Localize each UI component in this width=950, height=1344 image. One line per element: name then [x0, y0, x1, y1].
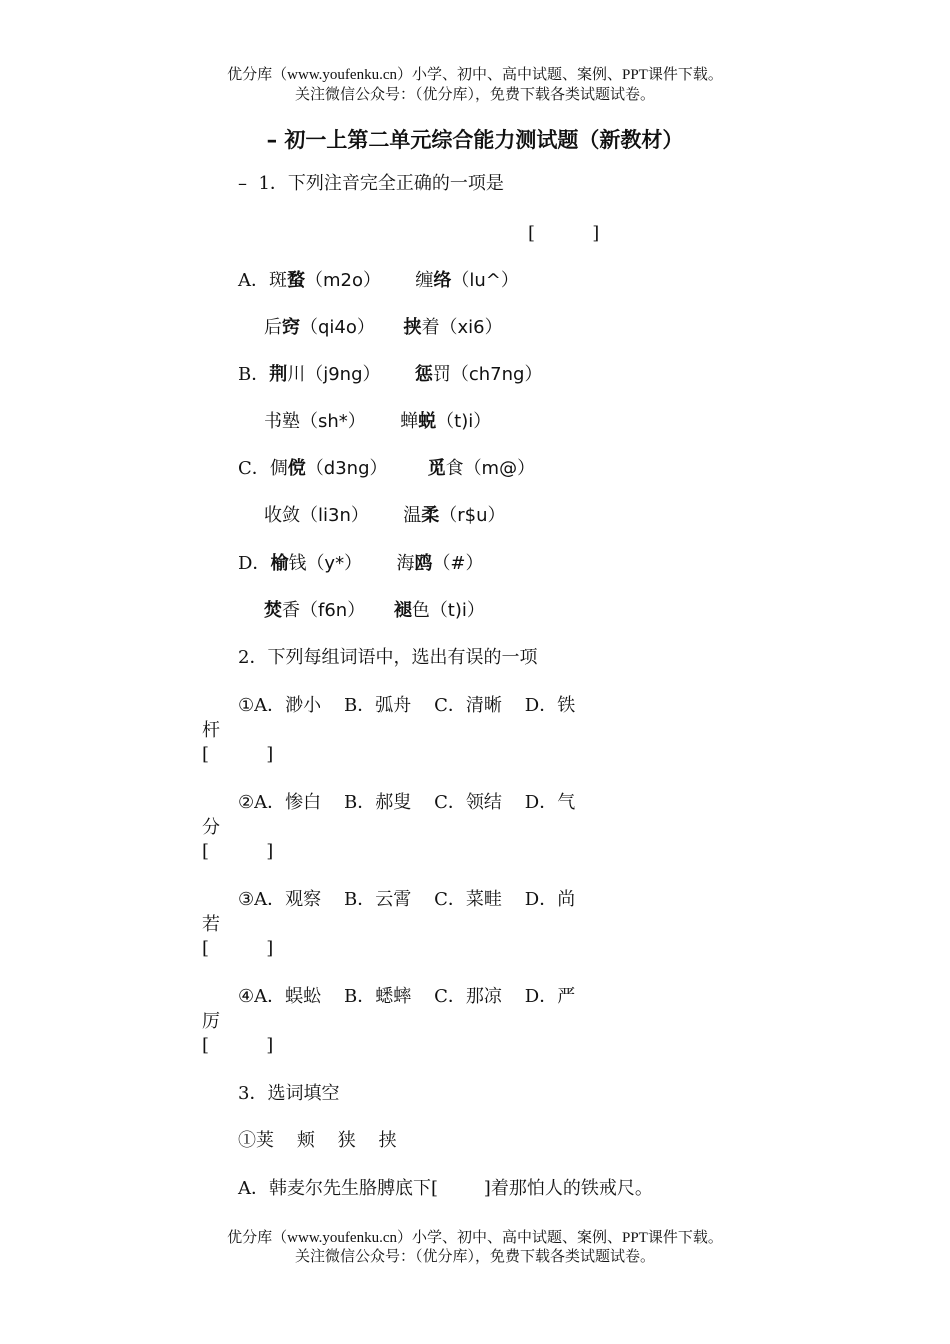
q1-option-d-line2: 焚香（f6n） 褪色（t)i）	[264, 600, 485, 621]
q2-group-3-bracket: [ ]	[202, 938, 274, 959]
q1-option-c-line2: 收敛（li3n） 温柔（r$u）	[264, 505, 506, 526]
footer-line-2: 关注微信公众号：（优分库），免费下载各类试题试卷。	[294, 1249, 655, 1265]
q2-group-1: ①A．渺小 B．弧舟 C．清晰 D．铁	[238, 695, 576, 716]
q1-option-a-line2: 后窍（qi4o） 挟着（xi6）	[264, 317, 503, 338]
q1-option-b-line1: B．荆川（j9ng） 惩罚（ch7ng）	[238, 364, 543, 385]
q1-option-d-line1: D．榆钱（y*） 海鸥（#）	[238, 553, 484, 574]
q2-group-2-bracket: [ ]	[202, 841, 274, 862]
q2-group-2: ②A．惨白 B．郝叟 C．领结 D．气	[238, 792, 576, 813]
q3-word-choices: ①荚 颊 狭 挟	[238, 1130, 397, 1151]
q3-stem: 3．选词填空	[238, 1083, 340, 1104]
q1-option-c-line1: C．倜傥（d3ng） 觅食（m@）	[238, 458, 536, 479]
q2-group-1-wrap: 杆	[202, 720, 220, 741]
q1-answer-bracket: [ ]	[528, 223, 600, 244]
header-line-1: 优分库（www.youfenku.cn）小学、初中、高中试题、案例、PPT课件下载。	[227, 67, 723, 83]
footer-line-1: 优分库（www.youfenku.cn）小学、初中、高中试题、案例、PPT课件下载。	[227, 1230, 723, 1246]
q2-group-4-wrap: 厉	[202, 1011, 220, 1032]
header-line-2: 关注微信公众号：（优分库），免费下载各类试题试卷。	[294, 87, 655, 103]
q2-group-4-bracket: [ ]	[202, 1035, 274, 1056]
q2-group-1-bracket: [ ]	[202, 744, 274, 765]
q2-group-3: ③A．观察 B．云霄 C．菜畦 D．尚	[238, 889, 576, 910]
page-title: – 初一上第二单元综合能力测试题（新教材）	[266, 128, 684, 152]
q1-option-b-line2: 书塾（sh*） 蝉蜕（t)i）	[264, 411, 492, 432]
q2-group-4: ④A．蜈蚣 B．蟋蟀 C．那凉 D．严	[238, 986, 576, 1007]
q2-group-3-wrap: 若	[202, 914, 220, 935]
q1-stem: – 1．下列注音完全正确的一项是	[238, 173, 504, 194]
q1-option-a-line1: A．斑蝥（m2o） 缠络（lu^）	[238, 270, 519, 291]
q3-sentence-a: A．韩麦尔先生胳膊底下[ ]着那怕人的铁戒尺。	[238, 1178, 653, 1199]
q2-group-2-wrap: 分	[202, 817, 220, 838]
q2-stem: 2．下列每组词语中，选出有误的一项	[238, 647, 538, 668]
